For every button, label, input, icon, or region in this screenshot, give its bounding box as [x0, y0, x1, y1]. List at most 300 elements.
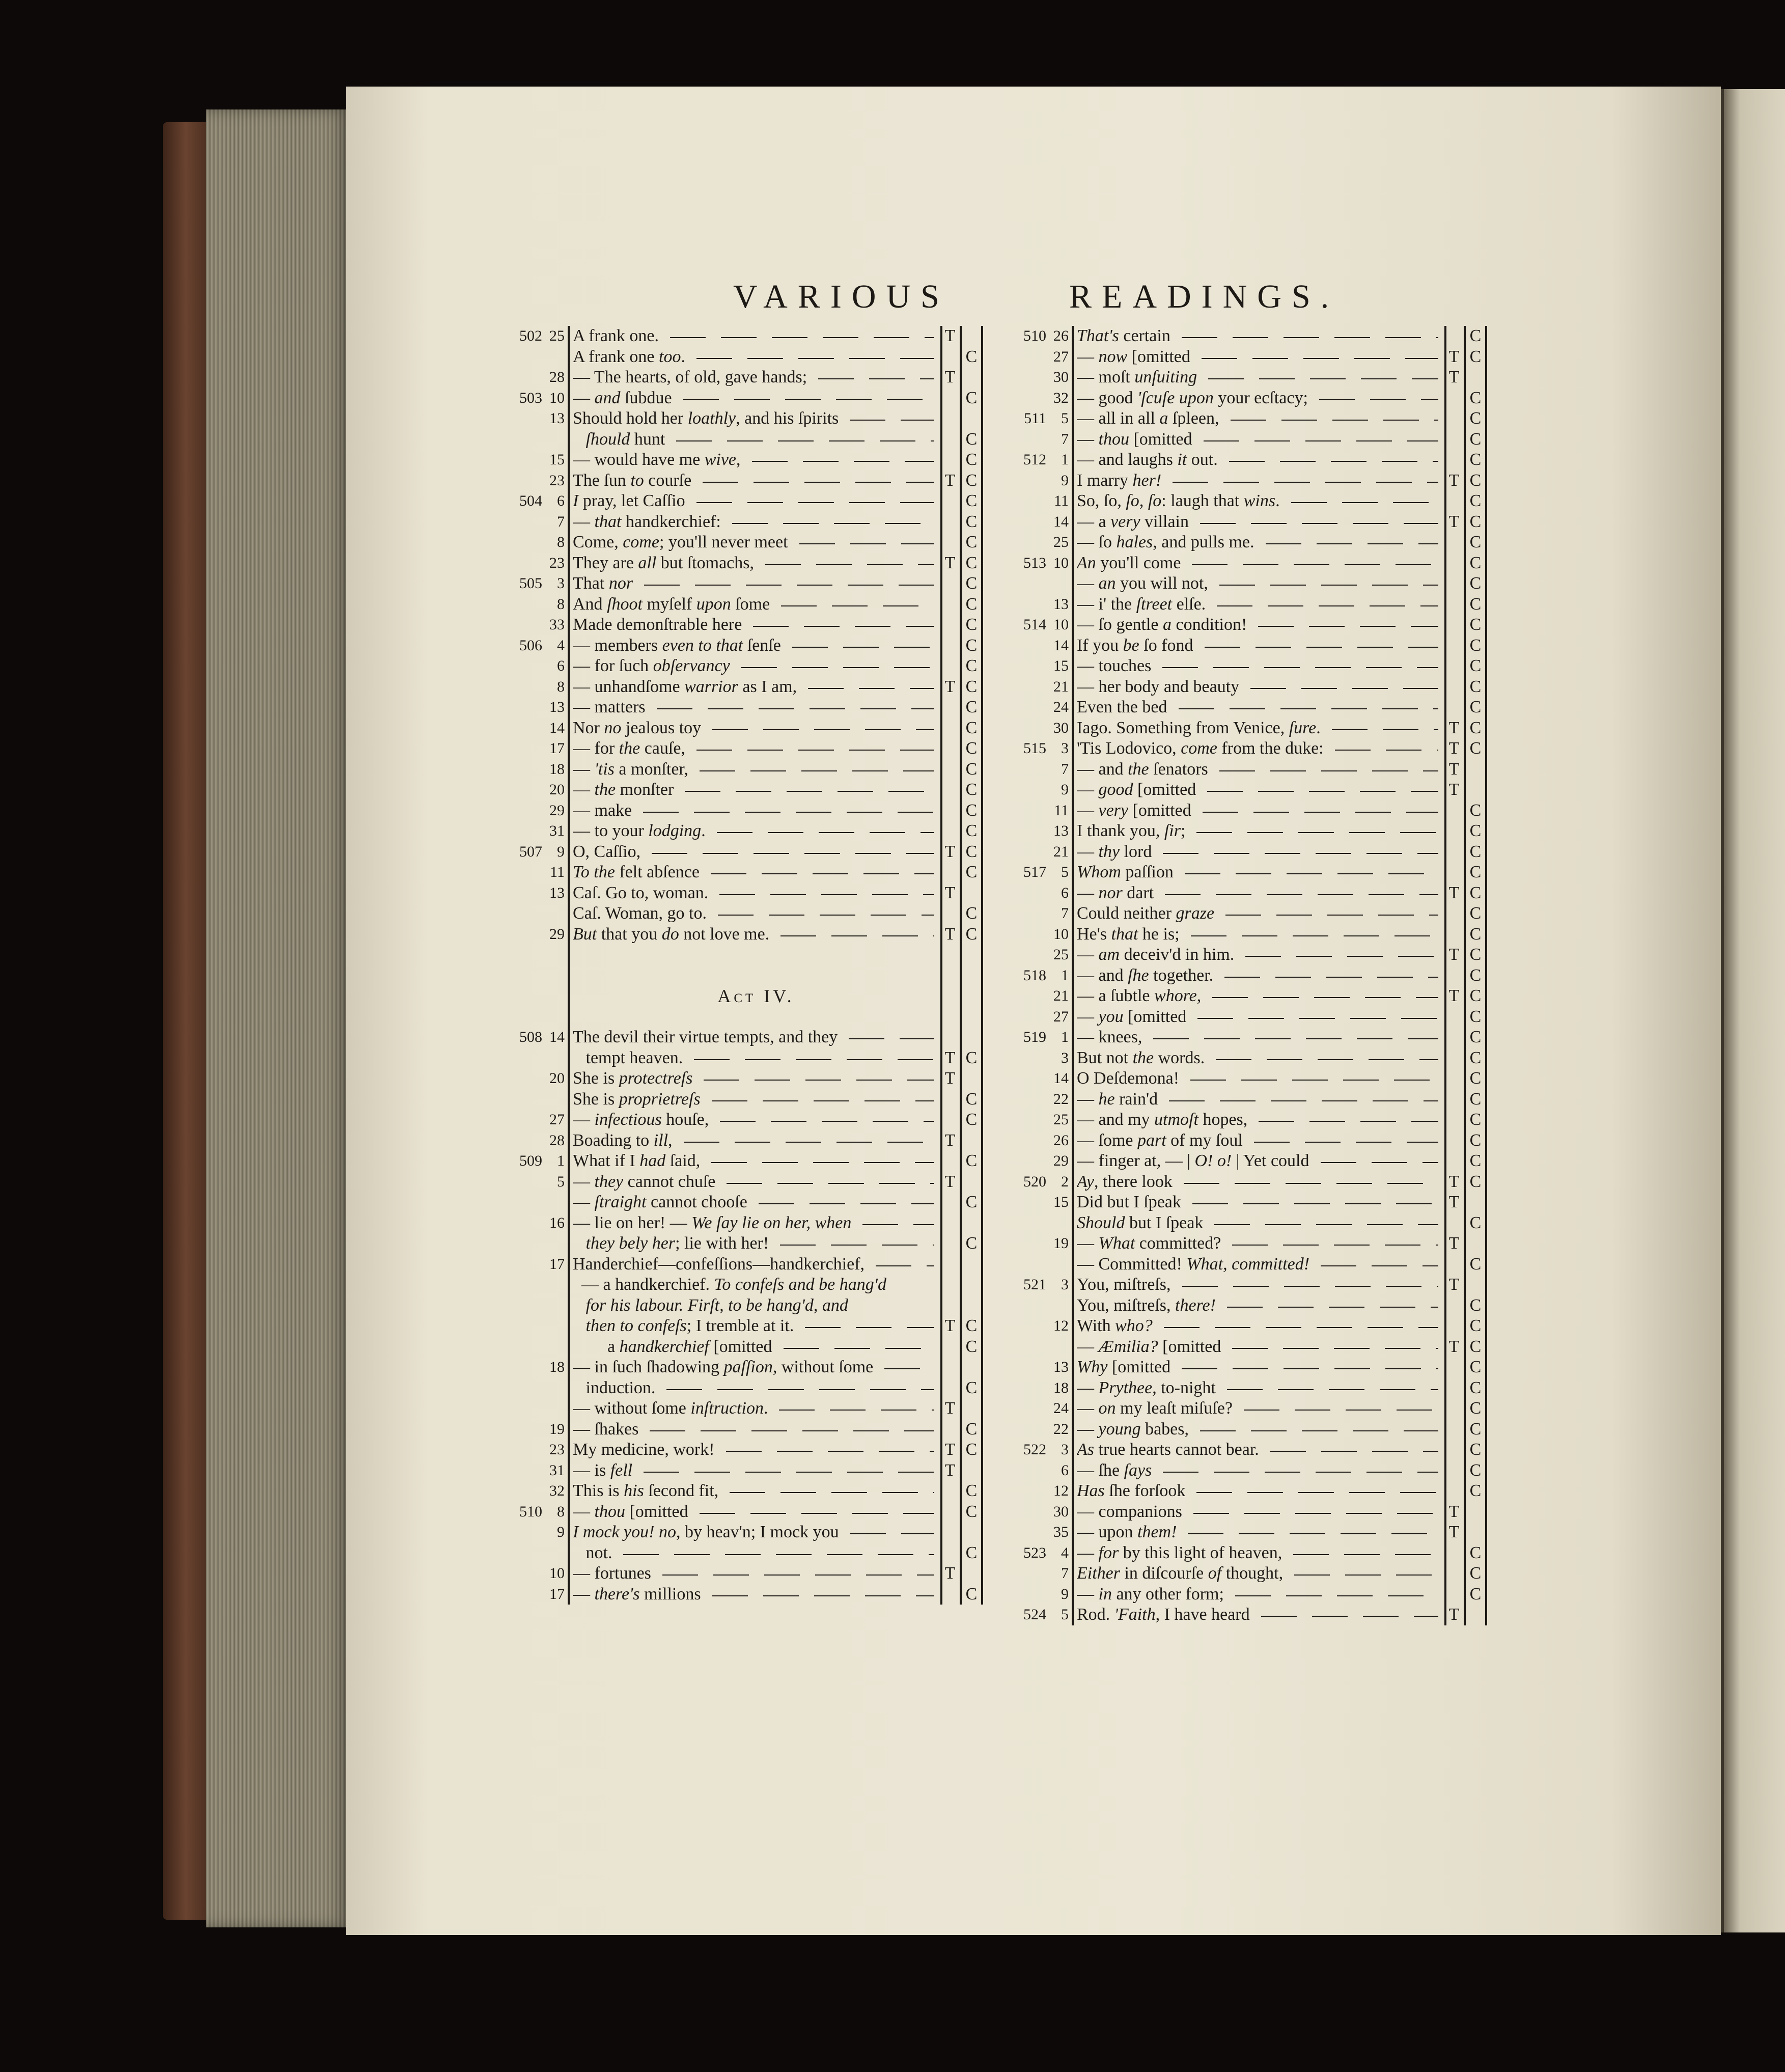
leader-dashes	[1224, 977, 1438, 978]
reading-text: — a handkerchief. To confeſs and be hang'd	[573, 1275, 887, 1294]
editor-mark-c: C	[965, 429, 978, 449]
reading-text: — a very villain	[1077, 512, 1189, 531]
reading-row	[557, 677, 1016, 698]
reading-text: — is fell	[573, 1460, 633, 1480]
editor-mark-t: T	[944, 1399, 956, 1418]
reading-row	[549, 821, 1016, 842]
reading-text: Rod. 'Faith, I have heard	[1077, 1605, 1250, 1624]
line-number: 20	[549, 781, 565, 798]
editor-mark-c: C	[1469, 326, 1482, 345]
line-number: 4	[557, 637, 565, 654]
editor-mark-c: C	[965, 1419, 978, 1439]
line-number: 9	[557, 1524, 565, 1540]
line-number: 5	[557, 1173, 565, 1190]
line-number: 5	[1061, 1606, 1069, 1623]
editor-mark-c: C	[965, 677, 978, 696]
line-number: 23	[549, 554, 565, 571]
header-word-readings: READINGS.	[1069, 278, 1340, 315]
reading-row	[549, 471, 1016, 491]
reading-row	[557, 1275, 1016, 1295]
line-number: 3	[1061, 1049, 1069, 1066]
reading-text: — ſhakes	[573, 1419, 639, 1439]
reading-text: — knees,	[1077, 1028, 1142, 1046]
reading-row	[1023, 1027, 1520, 1048]
leader-dashes	[1250, 688, 1438, 689]
reading-text: That's certain	[1077, 326, 1170, 345]
leader-dashes	[711, 1162, 934, 1163]
leader-dashes	[718, 915, 934, 916]
editor-mark-c: C	[1469, 429, 1482, 449]
page-reference: 506	[519, 637, 542, 654]
editor-mark-c: C	[965, 1110, 978, 1129]
page-reference: 524	[1023, 1606, 1046, 1623]
line-number: 1	[1061, 1029, 1069, 1045]
editor-mark-c: C	[1469, 615, 1482, 634]
leader-dashes	[1182, 1286, 1438, 1287]
leader-dashes	[1193, 1513, 1438, 1514]
line-number: 8	[557, 678, 565, 695]
reading-text: — for the cauſe,	[573, 739, 685, 758]
reading-row	[549, 924, 1016, 945]
reading-row	[1062, 1295, 1520, 1316]
line-number: 7	[1061, 430, 1069, 448]
leader-dashes	[1214, 1224, 1438, 1225]
page-reference: 502	[519, 327, 542, 344]
reading-text: — What committed?	[1077, 1234, 1221, 1253]
reading-text: — upon them!	[1077, 1523, 1177, 1541]
reading-row	[1023, 1543, 1520, 1564]
reading-row	[549, 1481, 1016, 1502]
reading-text: She is protectreſs	[573, 1069, 693, 1088]
reading-text: — matters	[573, 698, 646, 716]
leader-dashes	[683, 399, 934, 400]
reading-row	[1053, 532, 1520, 553]
leader-dashes	[1245, 956, 1438, 957]
reading-text: My medicine, work!	[573, 1440, 715, 1459]
line-number: 2	[1061, 1173, 1069, 1190]
reading-text: — the monſter	[573, 780, 674, 799]
leader-dashes	[779, 1410, 934, 1411]
reading-text: But not the words.	[1077, 1048, 1205, 1067]
leader-dashes	[1169, 1100, 1438, 1101]
reading-row	[1062, 429, 1520, 450]
reading-text: The ſun to courſe	[573, 471, 692, 490]
line-number: 29	[1053, 1152, 1069, 1169]
editor-mark-c: C	[965, 1584, 978, 1604]
reading-row	[557, 1378, 1016, 1399]
leader-dashes	[850, 1533, 934, 1534]
leader-dashes	[1266, 543, 1439, 544]
line-number: 8	[557, 1503, 565, 1520]
reading-text: Come, come; you'll never meet	[573, 533, 788, 551]
reading-row	[557, 594, 1016, 615]
leader-dashes	[1188, 1533, 1438, 1534]
reading-row	[1062, 1213, 1520, 1234]
editor-mark-c: C	[1469, 1295, 1482, 1315]
page-reference: 521	[1023, 1276, 1046, 1293]
page-reference: 508	[519, 1029, 542, 1045]
editor-mark-c: C	[1469, 1048, 1482, 1067]
reading-row	[549, 1460, 1016, 1481]
reading-text: — a ſubtle whore,	[1077, 986, 1202, 1005]
reading-row	[549, 450, 1016, 471]
editor-mark-c: C	[1469, 347, 1482, 366]
leader-dashes	[1227, 1389, 1438, 1390]
leader-dashes	[704, 1080, 934, 1081]
leader-dashes	[1202, 358, 1438, 359]
line-number: 14	[549, 1029, 565, 1045]
reading-row	[1023, 1440, 1520, 1460]
editor-mark-c: C	[965, 1316, 978, 1335]
leader-dashes	[1225, 915, 1438, 916]
reading-text: they bely her; lie with her!	[585, 1234, 769, 1253]
reading-row	[549, 759, 1016, 780]
editor-mark-t: T	[944, 1048, 956, 1067]
editor-mark-c: C	[1469, 1419, 1482, 1439]
reading-row	[549, 883, 1016, 904]
reading-row	[549, 1213, 1016, 1234]
line-number: 17	[549, 1255, 565, 1273]
reading-row	[1053, 367, 1520, 388]
line-number: 27	[549, 1111, 565, 1128]
editor-mark-c: C	[1469, 636, 1482, 655]
line-number: 8	[557, 534, 565, 550]
reading-row	[549, 780, 1016, 800]
leader-dashes	[676, 440, 934, 441]
editor-mark-c: C	[965, 1481, 978, 1500]
editor-mark-c: C	[965, 512, 978, 531]
page-reference: 520	[1023, 1173, 1046, 1190]
editor-mark-t: T	[944, 883, 956, 902]
leader-dashes	[1165, 894, 1438, 895]
reading-row	[519, 573, 1016, 594]
page-reference: 509	[519, 1152, 542, 1169]
page-reference: 504	[519, 492, 542, 509]
line-number: 23	[549, 1441, 565, 1458]
reading-text: — i' the ſtreet elſe.	[1077, 594, 1206, 614]
line-number: 29	[549, 802, 565, 819]
leader-dashes	[644, 585, 934, 586]
reading-text: then to confeſs; I tremble at it.	[585, 1316, 794, 1335]
reading-text: — make	[573, 800, 632, 820]
leader-dashes	[1153, 1038, 1438, 1039]
leader-dashes	[792, 647, 934, 648]
reading-row	[1023, 326, 1520, 347]
page-reference: 511	[1024, 410, 1046, 427]
reading-row	[1053, 1130, 1520, 1151]
editor-mark-t: T	[944, 471, 956, 490]
leader-dashes	[712, 1595, 934, 1596]
line-number: 14	[1053, 1070, 1069, 1087]
editor-mark-t: T	[944, 842, 956, 861]
leader-dashes	[1254, 1142, 1438, 1143]
header-word-various: VARIOUS	[733, 278, 950, 315]
line-number: 25	[1053, 1111, 1069, 1128]
reading-text: 'Tis Lodovico, come from the duke:	[1077, 739, 1324, 758]
editor-mark-t: T	[1448, 347, 1460, 366]
reading-row	[557, 656, 1016, 677]
line-number: 23	[549, 472, 565, 489]
line-number: 18	[549, 760, 565, 778]
reading-row	[1062, 471, 1520, 491]
reading-row	[1053, 636, 1520, 656]
reading-text: — for by this light of heaven,	[1077, 1543, 1282, 1562]
leader-dashes	[1332, 729, 1438, 730]
reading-row	[549, 1068, 1016, 1089]
leader-dashes	[1185, 873, 1438, 874]
page-reference: 518	[1023, 966, 1046, 984]
reading-row	[1053, 1419, 1520, 1440]
reading-text: — now [omitted	[1077, 347, 1190, 366]
reading-row	[1053, 677, 1520, 698]
reading-text: Did but I ſpeak	[1077, 1193, 1181, 1211]
line-number: 17	[549, 1585, 565, 1603]
reading-text: — moſt unſuiting	[1077, 368, 1197, 386]
line-number: 10	[1053, 554, 1069, 571]
line-number: 17	[549, 740, 565, 757]
editor-mark-c: C	[1469, 1089, 1482, 1109]
editor-mark-t: T	[1448, 780, 1460, 799]
line-number: 10	[1053, 925, 1069, 943]
line-number: 28	[549, 1131, 565, 1149]
reading-text: — ſhe ſays	[1077, 1460, 1152, 1480]
leader-dashes	[703, 482, 934, 483]
page-reference: 507	[519, 843, 542, 860]
reading-row	[549, 1254, 1016, 1275]
line-number: 12	[1053, 1482, 1069, 1499]
editor-mark-c: C	[965, 450, 978, 469]
editor-mark-c: C	[1469, 1069, 1482, 1088]
line-number: 22	[1053, 1090, 1069, 1108]
reading-row	[549, 1110, 1016, 1130]
leader-dashes	[1192, 564, 1438, 565]
reading-row	[557, 532, 1016, 553]
line-number: 10	[549, 1565, 565, 1582]
leader-dashes	[1173, 482, 1438, 483]
leader-dashes	[657, 708, 934, 709]
reading-text: — thou [omitted	[1077, 429, 1192, 449]
reading-row	[549, 1419, 1016, 1440]
reading-text: If you be ſo fond	[1077, 636, 1193, 655]
reading-row	[519, 326, 1016, 347]
line-number: 31	[549, 822, 565, 839]
reading-text: — to your lodging.	[573, 821, 706, 840]
leader-dashes	[644, 1472, 934, 1473]
reading-row	[1053, 1110, 1520, 1130]
line-number: 24	[1053, 699, 1069, 715]
reading-text: — you [omitted	[1077, 1007, 1187, 1026]
reading-text: — good 'ſcuſe upon your ecſtacy;	[1077, 388, 1308, 407]
reading-text: — nor dart	[1077, 883, 1154, 902]
line-number: 4	[1061, 1544, 1069, 1561]
reading-row	[1053, 656, 1520, 677]
editor-mark-c: C	[965, 491, 978, 510]
reading-text: Whom paſſion	[1077, 863, 1174, 881]
editor-mark-c: C	[1469, 409, 1482, 428]
editor-mark-c: C	[1469, 491, 1482, 510]
reading-text: ſhould hunt	[585, 429, 665, 449]
leader-dashes	[1261, 1616, 1438, 1617]
reading-row	[519, 491, 1016, 512]
editor-mark-t: T	[1448, 368, 1460, 386]
editor-mark-c: C	[965, 636, 978, 655]
editor-mark-c: C	[1469, 698, 1482, 716]
line-number: 9	[1061, 1585, 1069, 1603]
reading-text: — her body and beauty	[1077, 677, 1240, 696]
editor-mark-t: T	[1448, 1337, 1460, 1356]
line-number: 28	[549, 369, 565, 385]
reading-text: — young babes,	[1077, 1419, 1189, 1439]
reading-row	[1053, 1151, 1520, 1172]
leader-dashes	[1291, 502, 1438, 503]
leader-dashes	[765, 564, 934, 565]
leader-dashes	[1319, 399, 1438, 400]
editor-mark-c: C	[1469, 677, 1482, 696]
reading-row	[557, 429, 1016, 450]
line-number: 7	[557, 513, 565, 530]
reading-row	[1053, 821, 1520, 842]
line-number: 19	[549, 1420, 565, 1438]
reading-text: — am deceiv'd in him.	[1077, 945, 1235, 964]
reading-row	[557, 1398, 1016, 1419]
reading-text: — an you will not,	[1077, 574, 1208, 593]
reading-row	[1023, 1605, 1520, 1625]
editor-mark-t: T	[944, 553, 956, 572]
reading-text: — members even to that ſenſe	[573, 636, 781, 655]
editor-mark-c: C	[965, 347, 978, 366]
line-number: 6	[1061, 884, 1069, 901]
editor-mark-c: C	[1469, 574, 1482, 593]
reading-row	[1062, 1254, 1520, 1275]
editor-mark-t: T	[1448, 471, 1460, 490]
leader-dashes	[1200, 523, 1438, 524]
reading-text: — fortunes	[573, 1564, 651, 1583]
line-number: 18	[1053, 1379, 1069, 1396]
page-reference: 517	[1023, 864, 1046, 880]
reading-text: Caſ. Woman, go to.	[573, 904, 707, 923]
reading-row	[1053, 594, 1520, 615]
reading-text: As true hearts cannot bear.	[1077, 1440, 1259, 1459]
leader-dashes	[726, 1451, 934, 1452]
reading-text: Has ſhe forſook	[1077, 1481, 1186, 1500]
reading-text: — ſome part of my ſoul	[1077, 1130, 1243, 1150]
reading-text: — 'tis a monſter,	[573, 759, 688, 779]
reading-row	[1053, 718, 1520, 739]
editor-mark-c: C	[1469, 594, 1482, 614]
reading-row	[1053, 512, 1520, 533]
leader-dashes	[780, 935, 934, 936]
reading-row	[557, 986, 1016, 1007]
reading-text: This is his ſecond fit,	[573, 1481, 719, 1500]
reading-text: — that handkerchief:	[573, 512, 721, 531]
editor-mark-t: T	[944, 677, 956, 696]
leader-dashes	[1216, 1059, 1438, 1060]
reading-text: A frank one too.	[573, 347, 685, 366]
page-reference: 505	[519, 575, 542, 592]
line-number: 6	[557, 492, 565, 509]
page-reference: 523	[1023, 1544, 1046, 1561]
reading-row	[1062, 1337, 1520, 1358]
leader-dashes	[1259, 1121, 1438, 1122]
editor-mark-c: C	[1469, 821, 1482, 840]
leader-dashes	[781, 605, 934, 606]
reading-row	[557, 1048, 1016, 1069]
reading-row	[1053, 1357, 1520, 1378]
editor-mark-t: T	[944, 1172, 956, 1191]
reading-text: And ſhoot myſelf upon ſome	[573, 594, 770, 614]
leader-dashes	[753, 626, 934, 627]
editor-mark-c: C	[1469, 1316, 1482, 1335]
editor-mark-c: C	[1469, 1213, 1482, 1232]
reading-row	[1024, 408, 1520, 429]
leader-dashes	[1191, 935, 1438, 936]
editor-mark-t: T	[1448, 883, 1460, 902]
reading-text: Caſ. Go to, woman.	[573, 883, 709, 902]
line-number: 14	[1053, 513, 1069, 530]
line-number: 25	[1053, 534, 1069, 550]
leader-dashes	[1321, 1162, 1438, 1163]
leader-dashes	[741, 667, 934, 668]
reading-row	[549, 738, 1016, 759]
editor-mark-c: C	[1469, 533, 1482, 551]
reading-row	[557, 903, 1016, 924]
editor-mark-c: C	[965, 1337, 978, 1356]
editor-mark-c: C	[1469, 924, 1482, 944]
reading-row	[1053, 1502, 1520, 1523]
line-number: 11	[550, 864, 565, 880]
page-reference: 514	[1023, 616, 1046, 633]
leader-dashes	[662, 1574, 934, 1576]
reading-row	[1062, 759, 1520, 780]
leader-dashes	[808, 688, 934, 689]
reading-row	[1053, 1089, 1520, 1110]
editor-mark-c: C	[965, 594, 978, 614]
reading-text: — The hearts, of old, gave hands;	[573, 368, 807, 386]
editor-mark-c: C	[1469, 1007, 1482, 1026]
reading-row	[549, 553, 1016, 574]
leader-dashes	[752, 461, 934, 462]
reading-text: To the felt abſence	[573, 863, 700, 881]
reading-text: — in any other form;	[1077, 1584, 1224, 1604]
reading-row	[1062, 1563, 1520, 1584]
leader-dashes	[1179, 708, 1439, 709]
reading-row	[1023, 615, 1520, 636]
editor-mark-c: C	[965, 1089, 978, 1109]
reading-text: — touches	[1077, 656, 1152, 675]
leader-dashes	[643, 812, 934, 813]
editor-mark-c: C	[965, 739, 978, 758]
leader-dashes	[1208, 378, 1438, 379]
leader-dashes	[1205, 647, 1438, 648]
reading-row	[557, 945, 1016, 965]
line-number: 1	[1061, 451, 1069, 468]
reading-text: I mock you! no, by heav'n; I mock you	[573, 1523, 839, 1541]
reading-row	[1062, 1048, 1520, 1069]
line-number: 6	[557, 657, 565, 674]
leader-dashes	[805, 1327, 934, 1328]
leader-dashes	[862, 1224, 934, 1225]
reading-row	[1053, 388, 1520, 409]
reading-text: — Committed! What, committed!	[1077, 1254, 1310, 1274]
reading-text: not.	[573, 1543, 612, 1562]
reading-row	[1062, 780, 1520, 800]
line-number: 22	[1053, 1420, 1069, 1438]
leader-dashes	[1164, 1327, 1438, 1328]
editor-mark-c: C	[965, 1048, 978, 1067]
reading-text: Why [omitted	[1077, 1358, 1171, 1376]
leader-dashes	[1235, 1595, 1438, 1596]
editor-mark-t: T	[1448, 945, 1460, 964]
